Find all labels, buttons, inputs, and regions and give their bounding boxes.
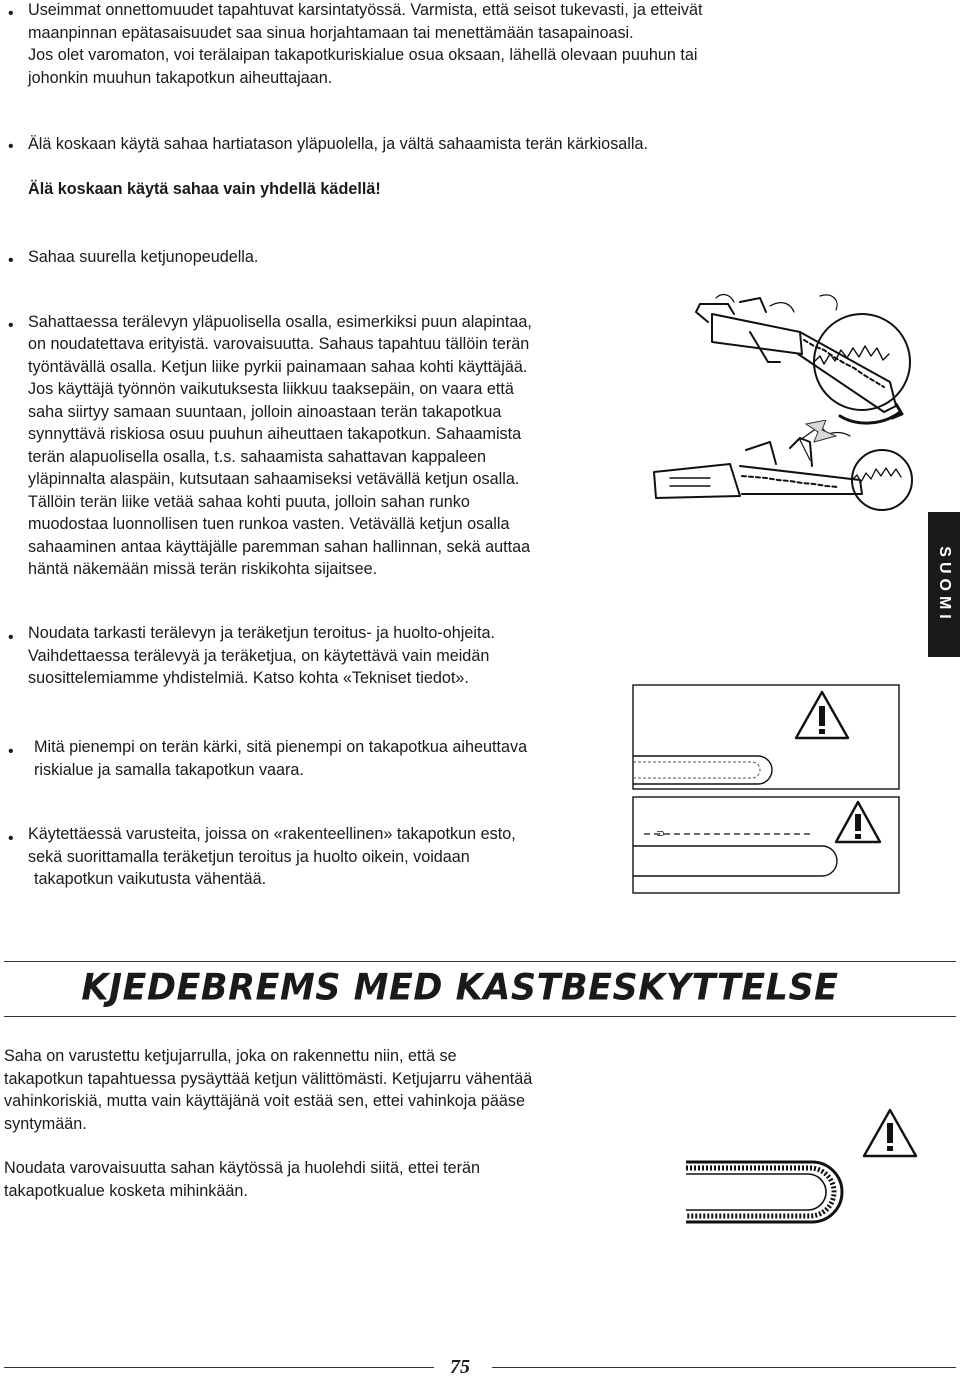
paragraph-1-line-2: maanpinnan epätasaisuudet saa sinua horjahtamaan tai menettämään tasapainoasi. bbox=[28, 24, 634, 42]
paragraph-4-line-7: terän alapuolisella osalla, t.s. sahaamista sahattavan kappaleen bbox=[28, 448, 487, 466]
paragraph-4-line-12: häntä näkemään missä terän riskikohta sijaitsee. bbox=[28, 560, 378, 578]
paragraph-2-bold-warning: Älä koskaan käytä sahaa vain yhdellä kädellä! bbox=[28, 180, 381, 198]
paragraph-7-line-2: sekä suorittamalla teräketjun teroitus ja huolto oikein, voidaan bbox=[28, 848, 470, 866]
paragraph-4-line-2: on noudatettava erityistä. varovaisuutta. Sahaus tapahtuu tällöin terän bbox=[28, 335, 530, 353]
page-number: 75 bbox=[450, 1356, 470, 1378]
side-tab-label: SUOMI bbox=[936, 545, 953, 624]
section-paragraph-1-line-4: syntymään. bbox=[4, 1115, 87, 1133]
bullet: • bbox=[8, 743, 14, 760]
paragraph-5-line-1: Noudata tarkasti terälevyn ja teräketjun teroitus- ja huolto-ohjeita. bbox=[28, 624, 495, 642]
section-rule-top bbox=[4, 961, 956, 962]
section-paragraph-2-line-2: takapotkualue kosketa mihinkään. bbox=[4, 1182, 248, 1200]
paragraph-7-line-1: Käytettäessä varusteita, joissa on «rakenteellinen» takapotkun esto, bbox=[28, 825, 516, 843]
paragraph-4-line-3: työntävällä osalla. Ketjun liike pyrkii painamaan sahaa kohti käyttäjää. bbox=[28, 358, 528, 376]
paragraph-4-line-9: Tällöin terän liike vetää sahaa kohti puuta, jolloin sahan runko bbox=[28, 493, 470, 511]
paragraph-4-line-1: Sahattaessa terälevyn yläpuolisella osalla, esimerkiksi puun alapintaa, bbox=[28, 313, 532, 331]
paragraph-4-line-11: sahaaminen antaa käyttäjälle paremman sahan hallinnan, sekä auttaa bbox=[28, 538, 531, 556]
paragraph-5-line-2: Vaihdettaessa terälevyä ja teräketjua, on käytettävä vain meidän bbox=[28, 647, 490, 665]
bullet: • bbox=[8, 629, 14, 646]
paragraph-4-line-5: saha siirtyy samaan suuntaan, jolloin ainoastaan terän takapotkua bbox=[28, 403, 502, 421]
section-paragraph-2-line-1: Noudata varovaisuutta sahan käytössä ja huolehdi siitä, ettei terän bbox=[4, 1159, 481, 1177]
paragraph-1-line-1: Useimmat onnettomuudet tapahtuvat karsintatyössä. Varmista, että seisot tukevasti, ja etteivät bbox=[28, 1, 703, 19]
section-heading: KJEDEBREMS MED KASTBESKYTTELSE bbox=[81, 967, 839, 1009]
warning-triangle-icon bbox=[836, 802, 880, 842]
bullet: • bbox=[8, 138, 14, 155]
paragraph-4-line-6: synnyttävä riskiosa osuu puuhun aiheuttaen takapotkun. Sahaamista bbox=[28, 425, 522, 443]
paragraph-5-line-3: suosittelemiamme yhdistelmiä. Katso kohta «Tekniset tiedot». bbox=[28, 669, 469, 687]
paragraph-4-line-8: yläpinnalta alaspäin, kutsutaan sahaamiseksi vetävällä ketjun osalla. bbox=[28, 470, 520, 488]
paragraph-6-line-1: Mitä pienempi on terän kärki, sitä pienempi on takapotkua aiheuttava bbox=[34, 738, 528, 756]
warning-triangle-icon bbox=[796, 692, 848, 738]
paragraph-4-line-4: Jos käyttäjä työnnön vaikutuksesta liikkuu taaksepäin, on vaara että bbox=[28, 380, 514, 398]
section-paragraph-1-line-1: Saha on varustettu ketjujarrulla, joka on rakennettu niin, että se bbox=[4, 1047, 457, 1065]
language-side-tab bbox=[928, 512, 960, 657]
bullet: • bbox=[8, 830, 14, 847]
paragraph-3: Sahaa suurella ketjunopeudella. bbox=[28, 248, 259, 266]
svg-text:⊃: ⊃ bbox=[656, 827, 666, 840]
paragraph-4-line-10: muodostaa luonnollisen tuen runkoa vasten. Vetävällä ketjun osalla bbox=[28, 515, 510, 533]
small-tip-bar-warning-illustration bbox=[632, 684, 904, 796]
section-rule-bottom bbox=[4, 1016, 956, 1017]
footer-rule-left bbox=[4, 1367, 434, 1368]
paragraph-1-line-3: Jos olet varomaton, voi terälaipan takapotkuriskialue osua oksaan, lähellä olevaan puuhun tai bbox=[28, 46, 698, 64]
section-paragraph-1-line-2: takapotkun tapahtuessa pysäyttää ketjun välittömästi. Ketjujarru vähentää bbox=[4, 1070, 533, 1088]
paragraph-7-line-3: takapotkun vaikutusta vähentää. bbox=[34, 870, 267, 888]
warning-triangle-icon bbox=[864, 1110, 916, 1156]
bullet: • bbox=[8, 5, 14, 22]
bullet: • bbox=[8, 317, 14, 334]
paragraph-6-line-2: riskialue ja samalla takapotkun vaara. bbox=[34, 761, 304, 779]
section-paragraph-1-line-3: vahinkoriskiä, mutta vain käyttäjänä voit estää sen, ettei vahinkoja pääse bbox=[4, 1092, 525, 1110]
paragraph-2: Älä koskaan käytä sahaa hartiatason yläpuolella, ja vältä sahaamista terän kärkiosalla. bbox=[28, 135, 648, 153]
paragraph-1-line-4: johonkin muuhun takapotkun aiheuttajaan. bbox=[28, 69, 333, 87]
footer-rule-right bbox=[492, 1367, 956, 1368]
anti-kickback-chain-warning-illustration bbox=[632, 796, 904, 898]
chainsaw-bottom-cut-illustration bbox=[650, 420, 920, 520]
bar-tip-kickback-zone-illustration bbox=[684, 1104, 948, 1294]
bullet: • bbox=[8, 252, 14, 269]
